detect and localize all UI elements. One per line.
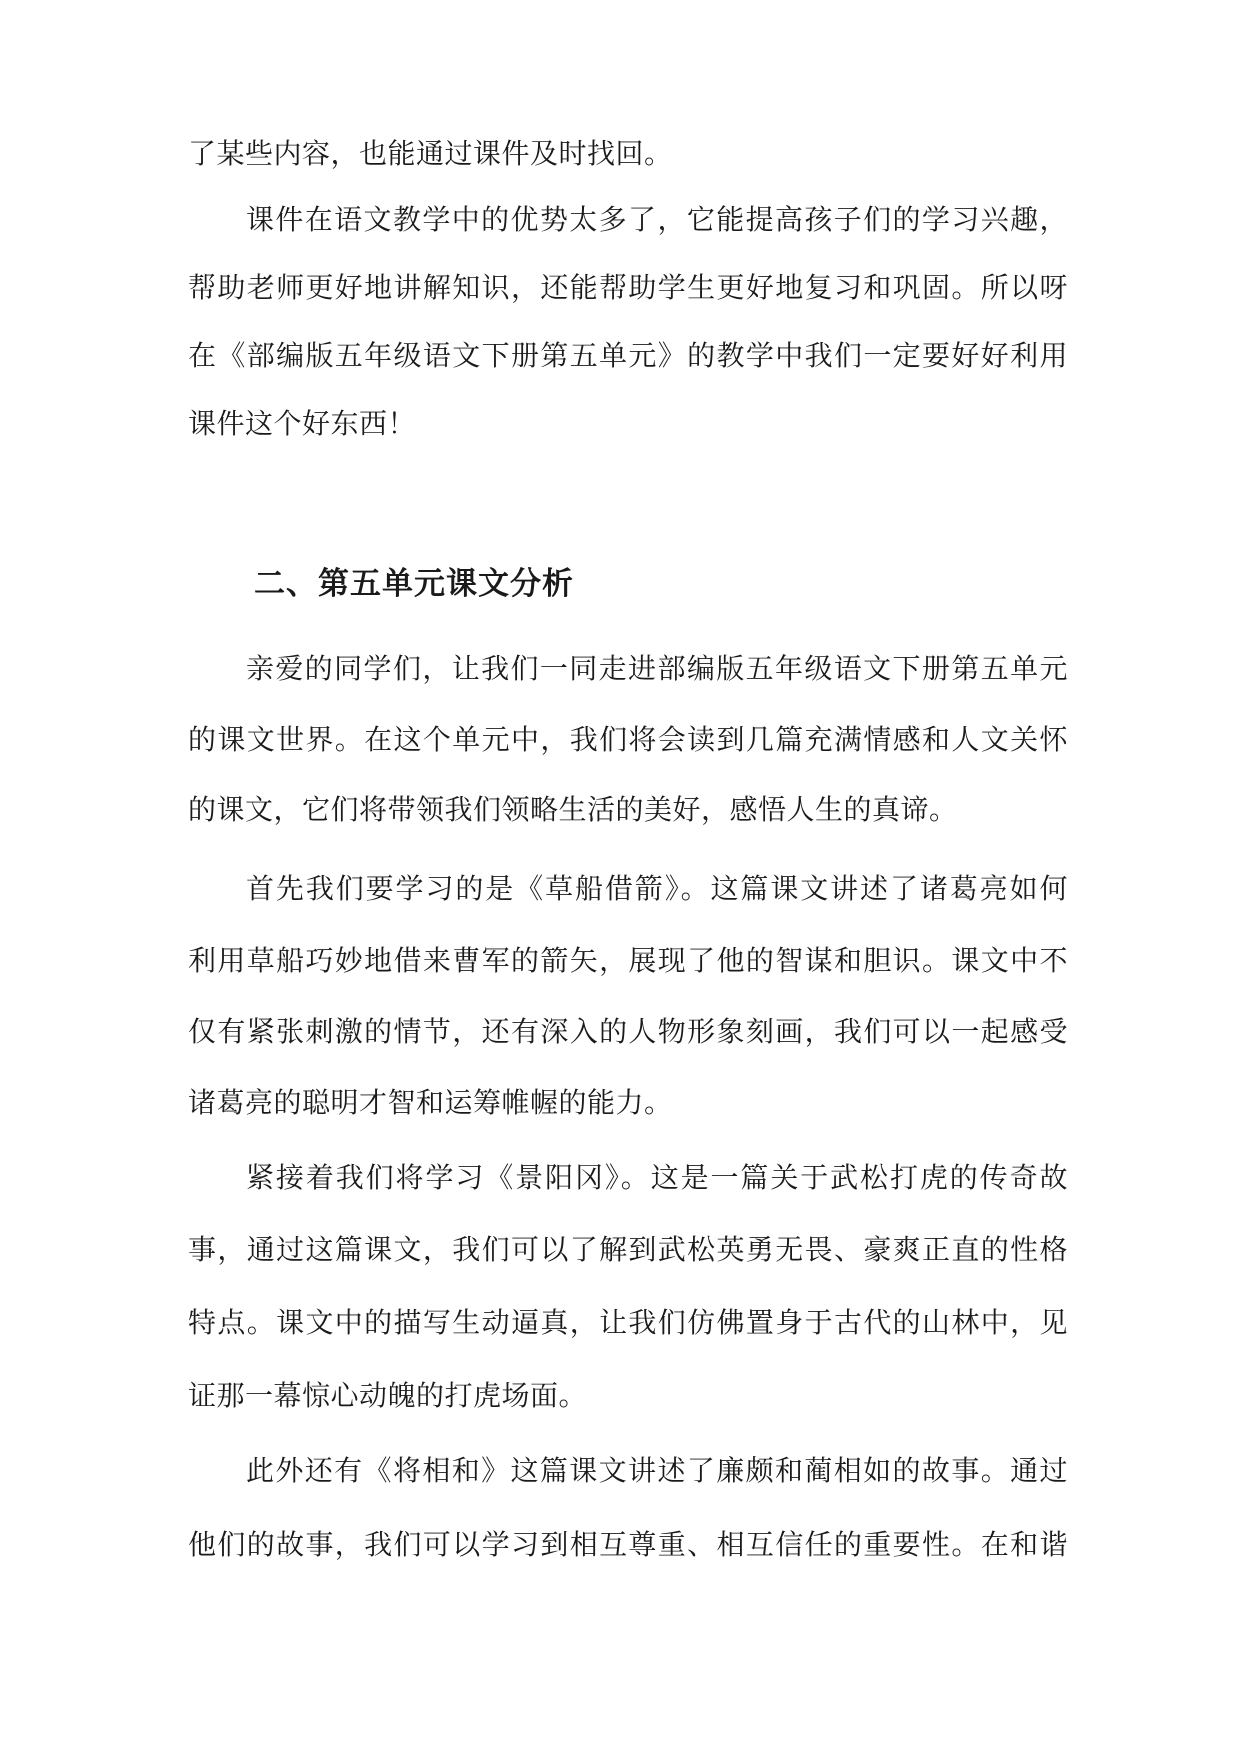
paragraph-3-line-4: 诸葛亮的聪明才智和运筹帷幄的能力。 bbox=[188, 1086, 673, 1119]
paragraph-5-line-2: 他们的故事，我们可以学习到相互尊重、相互信任的重要性。在和谐 bbox=[188, 1528, 1068, 1561]
paragraph-1-line-1: 课件在语文教学中的优势太多了，它能提高孩子们的学习兴趣， bbox=[246, 203, 1068, 236]
paragraph-3-line-2: 利用草船巧妙地借来曹军的箭矢，展现了他的智谋和胆识。课文中不 bbox=[188, 944, 1068, 977]
paragraph-2-line-2: 的课文世界。在这个单元中，我们将会读到几篇充满情感和人文关怀 bbox=[188, 723, 1068, 756]
paragraph-3-line-1: 首先我们要学习的是《草船借箭》。这篇课文讲述了诸葛亮如何 bbox=[246, 872, 1068, 905]
paragraph-1-line-2: 帮助老师更好地讲解知识，还能帮助学生更好地复习和巩固。所以呀 bbox=[188, 271, 1068, 304]
paragraph-4-line-2: 事，通过这篇课文，我们可以了解到武松英勇无畏、豪爽正直的性格 bbox=[188, 1233, 1068, 1266]
section-heading: 二、第五单元课文分析 bbox=[254, 566, 574, 602]
paragraph-2-line-1: 亲爱的同学们，让我们一同走进部编版五年级语文下册第五单元 bbox=[246, 652, 1068, 685]
paragraph-2-line-3: 的课文，它们将带领我们领略生活的美好，感悟人生的真谛。 bbox=[188, 793, 958, 826]
paragraph-4-line-3: 特点。课文中的描写生动逼真，让我们仿佛置身于古代的山林中，见 bbox=[188, 1306, 1068, 1339]
paragraph-5-line-1: 此外还有《将相和》这篇课文讲述了廉颇和蔺相如的故事。通过 bbox=[246, 1454, 1068, 1487]
paragraph-continued-line-1: 了某些内容，也能通过课件及时找回。 bbox=[188, 137, 673, 170]
paragraph-4-line-4: 证那一幕惊心动魄的打虎场面。 bbox=[188, 1379, 588, 1412]
paragraph-4-line-1: 紧接着我们将学习《景阳冈》。这是一篇关于武松打虎的传奇故 bbox=[246, 1161, 1068, 1194]
paragraph-3-line-3: 仅有紧张刺激的情节，还有深入的人物形象刻画，我们可以一起感受 bbox=[188, 1015, 1068, 1048]
paragraph-1-line-3: 在《部编版五年级语文下册第五单元》的教学中我们一定要好好利用 bbox=[188, 339, 1068, 372]
paragraph-1-line-4: 课件这个好东西！ bbox=[188, 407, 417, 440]
